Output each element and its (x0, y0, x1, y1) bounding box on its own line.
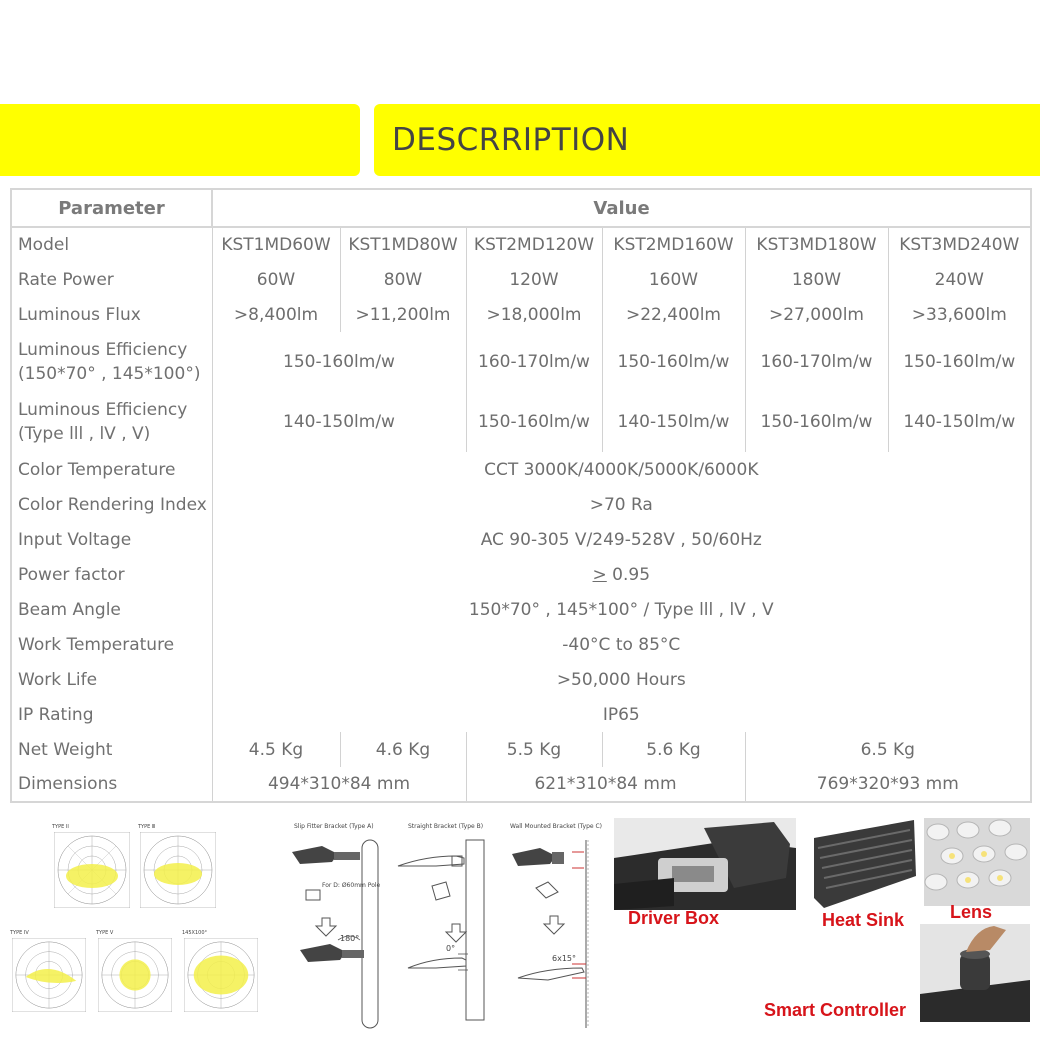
polar-diagram-type-v (96, 930, 174, 1026)
bracket-title-wall-mounted: Wall Mounted Bracket (Type C) (510, 823, 603, 830)
cell: 4.6 Kg (340, 732, 466, 767)
label-line: Luminous Efficiency (18, 400, 188, 420)
label-beam-angle: Beam Angle (11, 592, 212, 627)
spec-table (10, 188, 1032, 803)
label-line: Luminous Efficiency (18, 340, 188, 360)
cell: 160-170lm/w (745, 332, 888, 392)
header-parameter: Parameter (11, 189, 212, 227)
cell: IP65 (212, 697, 1031, 732)
row-luminous-flux (11, 297, 1031, 332)
cell: >22,400lm (602, 297, 745, 332)
bracket-installation-drawing (286, 832, 612, 1030)
cell: 160W (602, 262, 745, 297)
label-power-factor: Power factor (11, 557, 212, 592)
section-title: DESCRRIPTION (392, 122, 630, 158)
cell: KST2MD160W (602, 227, 745, 262)
cell: 240W (888, 262, 1031, 297)
cell: 150-160lm/w (602, 332, 745, 392)
row-rate-power (11, 262, 1031, 297)
cell: 140-150lm/w (888, 392, 1031, 452)
cell: >18,000lm (466, 297, 602, 332)
cell: >8,400lm (212, 297, 340, 332)
angle-label-b: 0° (446, 944, 456, 953)
row-work-life (11, 662, 1031, 697)
row-power-factor (11, 557, 1031, 592)
label-work-temperature: Work Temperature (11, 627, 212, 662)
cell: 5.5 Kg (466, 732, 602, 767)
row-work-temperature (11, 627, 1031, 662)
label-dimensions: Dimensions (11, 767, 212, 802)
label-work-life: Work Life (11, 662, 212, 697)
cell: 769*320*93 mm (745, 767, 1031, 802)
cell: KST1MD60W (212, 227, 340, 262)
cell: KST3MD240W (888, 227, 1031, 262)
cell: 150-160lm/w (745, 392, 888, 452)
label-line: (Type lll , lV , V) (18, 424, 151, 444)
cell: 494*310*84 mm (212, 767, 466, 802)
cell: 140-150lm/w (602, 392, 745, 452)
cell: >11,200lm (340, 297, 466, 332)
polar-title: TYPE IV (10, 930, 29, 936)
row-color-temperature (11, 452, 1031, 487)
bracket-title-straight: Straight Bracket (Type B) (408, 823, 484, 830)
label-efficiency-2 (11, 392, 212, 452)
row-beam-angle (11, 592, 1031, 627)
row-ip-rating (11, 697, 1031, 732)
caption-smart-controller: Smart Controller (764, 1000, 907, 1020)
cell: KST3MD180W (745, 227, 888, 262)
cell: 4.5 Kg (212, 732, 340, 767)
label-efficiency-1 (11, 332, 212, 392)
cell: 150-160lm/w (212, 332, 466, 392)
polar-title: TYPE Ⅲ (138, 824, 156, 830)
label-luminous-flux: Luminous Flux (11, 297, 212, 332)
label-ip-rating: IP Rating (11, 697, 212, 732)
cell: 621*310*84 mm (466, 767, 745, 802)
polar-chart-icon (12, 938, 86, 1012)
row-net-weight (11, 732, 1031, 767)
cell: 5.6 Kg (602, 732, 745, 767)
cell: 150-160lm/w (888, 332, 1031, 392)
power-factor-value: 0.95 (606, 564, 651, 585)
cell: 6.5 Kg (745, 732, 1031, 767)
angle-label-a: 180° (340, 934, 360, 943)
row-input-voltage (11, 522, 1031, 557)
cell: -40°C to 85°C (212, 627, 1031, 662)
polar-diagram-145x100 (182, 930, 260, 1026)
cell: 150-160lm/w (466, 392, 602, 452)
cell: KST1MD80W (340, 227, 466, 262)
polar-diagram-type-ii (52, 824, 132, 920)
cell: 80W (340, 262, 466, 297)
label-color-temperature: Color Temperature (11, 452, 212, 487)
bracket-title-slip-fitter: Slip Fitter Bracket (Type A) (294, 823, 374, 830)
driver-box-photo (614, 818, 796, 910)
heat-sink-photo (814, 818, 916, 910)
row-efficiency-2 (11, 392, 1031, 452)
angle-label-c: 6x15° (552, 954, 577, 963)
label-line: (150*70° , 145*100°) (18, 364, 201, 384)
label-net-weight: Net Weight (11, 732, 212, 767)
cell: CCT 3000K/4000K/5000K/6000K (212, 452, 1031, 487)
polar-title: TYPE V (96, 930, 114, 936)
polar-diagram-type-iii (138, 824, 218, 920)
cell: 180W (745, 262, 888, 297)
caption-driver-box: Driver Box (628, 908, 720, 928)
row-efficiency-1 (11, 332, 1031, 392)
label-model: Model (11, 227, 212, 262)
banner-left-bar (0, 104, 360, 176)
label-cri: Color Rendering Index (11, 487, 212, 522)
row-model (11, 227, 1031, 262)
pole-note: For D: Ø60mm Pole (322, 882, 381, 889)
banner-right-bar (374, 104, 1040, 176)
cell: >50,000 Hours (212, 662, 1031, 697)
row-dimensions (11, 767, 1031, 802)
row-cri (11, 487, 1031, 522)
header-value: Value (212, 189, 1031, 227)
cell: AC 90-305 V/249-528V , 50/60Hz (212, 522, 1031, 557)
cell: 120W (466, 262, 602, 297)
lens-photo (924, 818, 1030, 906)
polar-chart-icon (140, 832, 216, 908)
polar-diagram-type-iv (10, 930, 88, 1026)
polar-title: 145X100° (182, 930, 208, 936)
label-input-voltage: Input Voltage (11, 522, 212, 557)
cell: 60W (212, 262, 340, 297)
cell: KST2MD120W (466, 227, 602, 262)
cell: 140-150lm/w (212, 392, 466, 452)
cell: >70 Ra (212, 487, 1031, 522)
label-rate-power: Rate Power (11, 262, 212, 297)
cell: 150*70° , 145*100° / Type lll , lV , V (212, 592, 1031, 627)
caption-lens: Lens (950, 902, 993, 922)
gte-symbol: > (592, 564, 607, 585)
caption-heat-sink: Heat Sink (822, 910, 905, 930)
cell: >33,600lm (888, 297, 1031, 332)
cell: 160-170lm/w (466, 332, 602, 392)
polar-chart-icon (184, 938, 258, 1012)
smart-controller-photo (920, 924, 1030, 1022)
polar-chart-icon (98, 938, 172, 1012)
polar-chart-icon (54, 832, 130, 908)
cell (212, 557, 1031, 592)
polar-title: TYPE II (52, 824, 69, 830)
cell: >27,000lm (745, 297, 888, 332)
